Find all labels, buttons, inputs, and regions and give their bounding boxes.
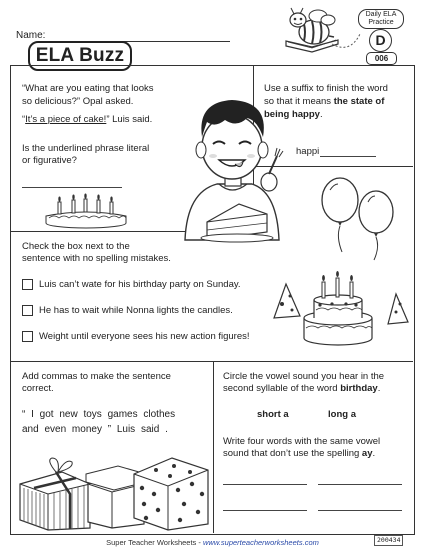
box5-write-line1: Write four words with the same vowel — [223, 436, 381, 447]
box1-question-line2: or figurative? — [22, 155, 77, 166]
box3-instruction-line1: Check the box next to the — [22, 241, 130, 252]
party-cake-illustration — [270, 268, 410, 358]
option-3-text: Weight until everyone sees his new action figures! — [39, 331, 250, 342]
box2-line2 — [264, 96, 384, 109]
box2-period: . — [319, 109, 323, 120]
checkbox-option-1[interactable] — [22, 279, 33, 290]
box2-bold-2: being happy — [264, 109, 320, 120]
box2-line2-text: so that it means — [264, 96, 332, 107]
word-stem: happi — [296, 146, 320, 157]
suffix-answer-line[interactable] — [320, 156, 376, 157]
quote-rest: ” Luis said. — [106, 114, 153, 125]
page-title: ELA Buzz — [35, 45, 125, 66]
box5-bold-word: birthday — [340, 383, 378, 394]
box5-line2-prefix: second syllable of the word — [223, 383, 338, 394]
box1-quote-line1: “What are you eating that looks — [22, 83, 154, 94]
box5-line2-suffix: . — [377, 383, 381, 394]
word-answer-line-4[interactable] — [318, 510, 402, 511]
box1-question-line1: Is the underlined phrase literal — [22, 143, 150, 154]
word-answer-line-3[interactable] — [223, 510, 307, 511]
footer-separator: - — [196, 538, 203, 547]
box1-luis-line — [22, 114, 152, 127]
gift-box-icon — [16, 444, 212, 532]
name-label: Name: — [16, 30, 46, 41]
box4-sentence-line1: “ I got new toys games clothes — [22, 409, 176, 420]
option-2-text: He has to wait while Nonna lights the candles. — [39, 305, 233, 316]
balloon-icon — [318, 172, 398, 262]
box4-sentence-line2: and even money ” Luis said . — [22, 424, 168, 435]
option-1-text: Luis can’t wate for his birthday party on Sunday. — [39, 279, 241, 290]
badge-line-2: Practice — [368, 19, 394, 26]
box2-line3 — [264, 109, 323, 122]
checkbox-option-2[interactable] — [22, 305, 33, 316]
word-answer-line-2[interactable] — [318, 484, 402, 485]
box5-write-bold: ay — [361, 448, 373, 459]
box1-answer-line[interactable] — [22, 187, 122, 188]
birthday-cake-icon — [44, 196, 129, 230]
box5-write-suffix: . — [372, 448, 376, 459]
box2-bold-1: the state of — [333, 96, 385, 107]
choice-long-a[interactable]: long a — [328, 409, 356, 420]
underlined-phrase: It’s a piece of cake! — [25, 114, 107, 125]
worksheet-number: 006 — [366, 52, 397, 65]
box4-instruction-line1: Add commas to make the sentence — [22, 371, 171, 382]
badge-line-1: Daily ELA — [365, 11, 397, 18]
box5-line2 — [223, 383, 380, 396]
box3-instruction-line2: sentence with no spelling mistakes. — [22, 253, 171, 264]
box2-line1: Use a suffix to finish the word — [264, 83, 388, 94]
choice-short-a[interactable]: short a — [257, 409, 289, 420]
box5-write-line2 — [223, 448, 375, 461]
open-quote: “ — [22, 114, 26, 125]
divider-box1-bottom — [11, 231, 188, 232]
box1-quote-line2: so delicious?” Opal asked. — [22, 96, 134, 107]
footer — [0, 538, 425, 547]
footer-url[interactable]: www.superteacherworksheets.com — [202, 538, 319, 547]
footer-publisher: Super Teacher Worksheets — [106, 538, 197, 547]
box5-line1: Circle the vowel sound you hear in the — [223, 371, 385, 382]
divider-bottom-vertical — [213, 361, 214, 533]
box4-instruction-line2: correct. — [22, 383, 54, 394]
level-circle: D — [369, 29, 392, 52]
daily-practice-badge — [358, 9, 404, 29]
divider-middle — [11, 361, 413, 362]
box5-write-prefix: sound that don’t use the spelling — [223, 448, 360, 459]
worksheet-code: 200434 — [374, 535, 403, 546]
word-answer-line-1[interactable] — [223, 484, 307, 485]
checkbox-option-3[interactable] — [22, 331, 33, 342]
